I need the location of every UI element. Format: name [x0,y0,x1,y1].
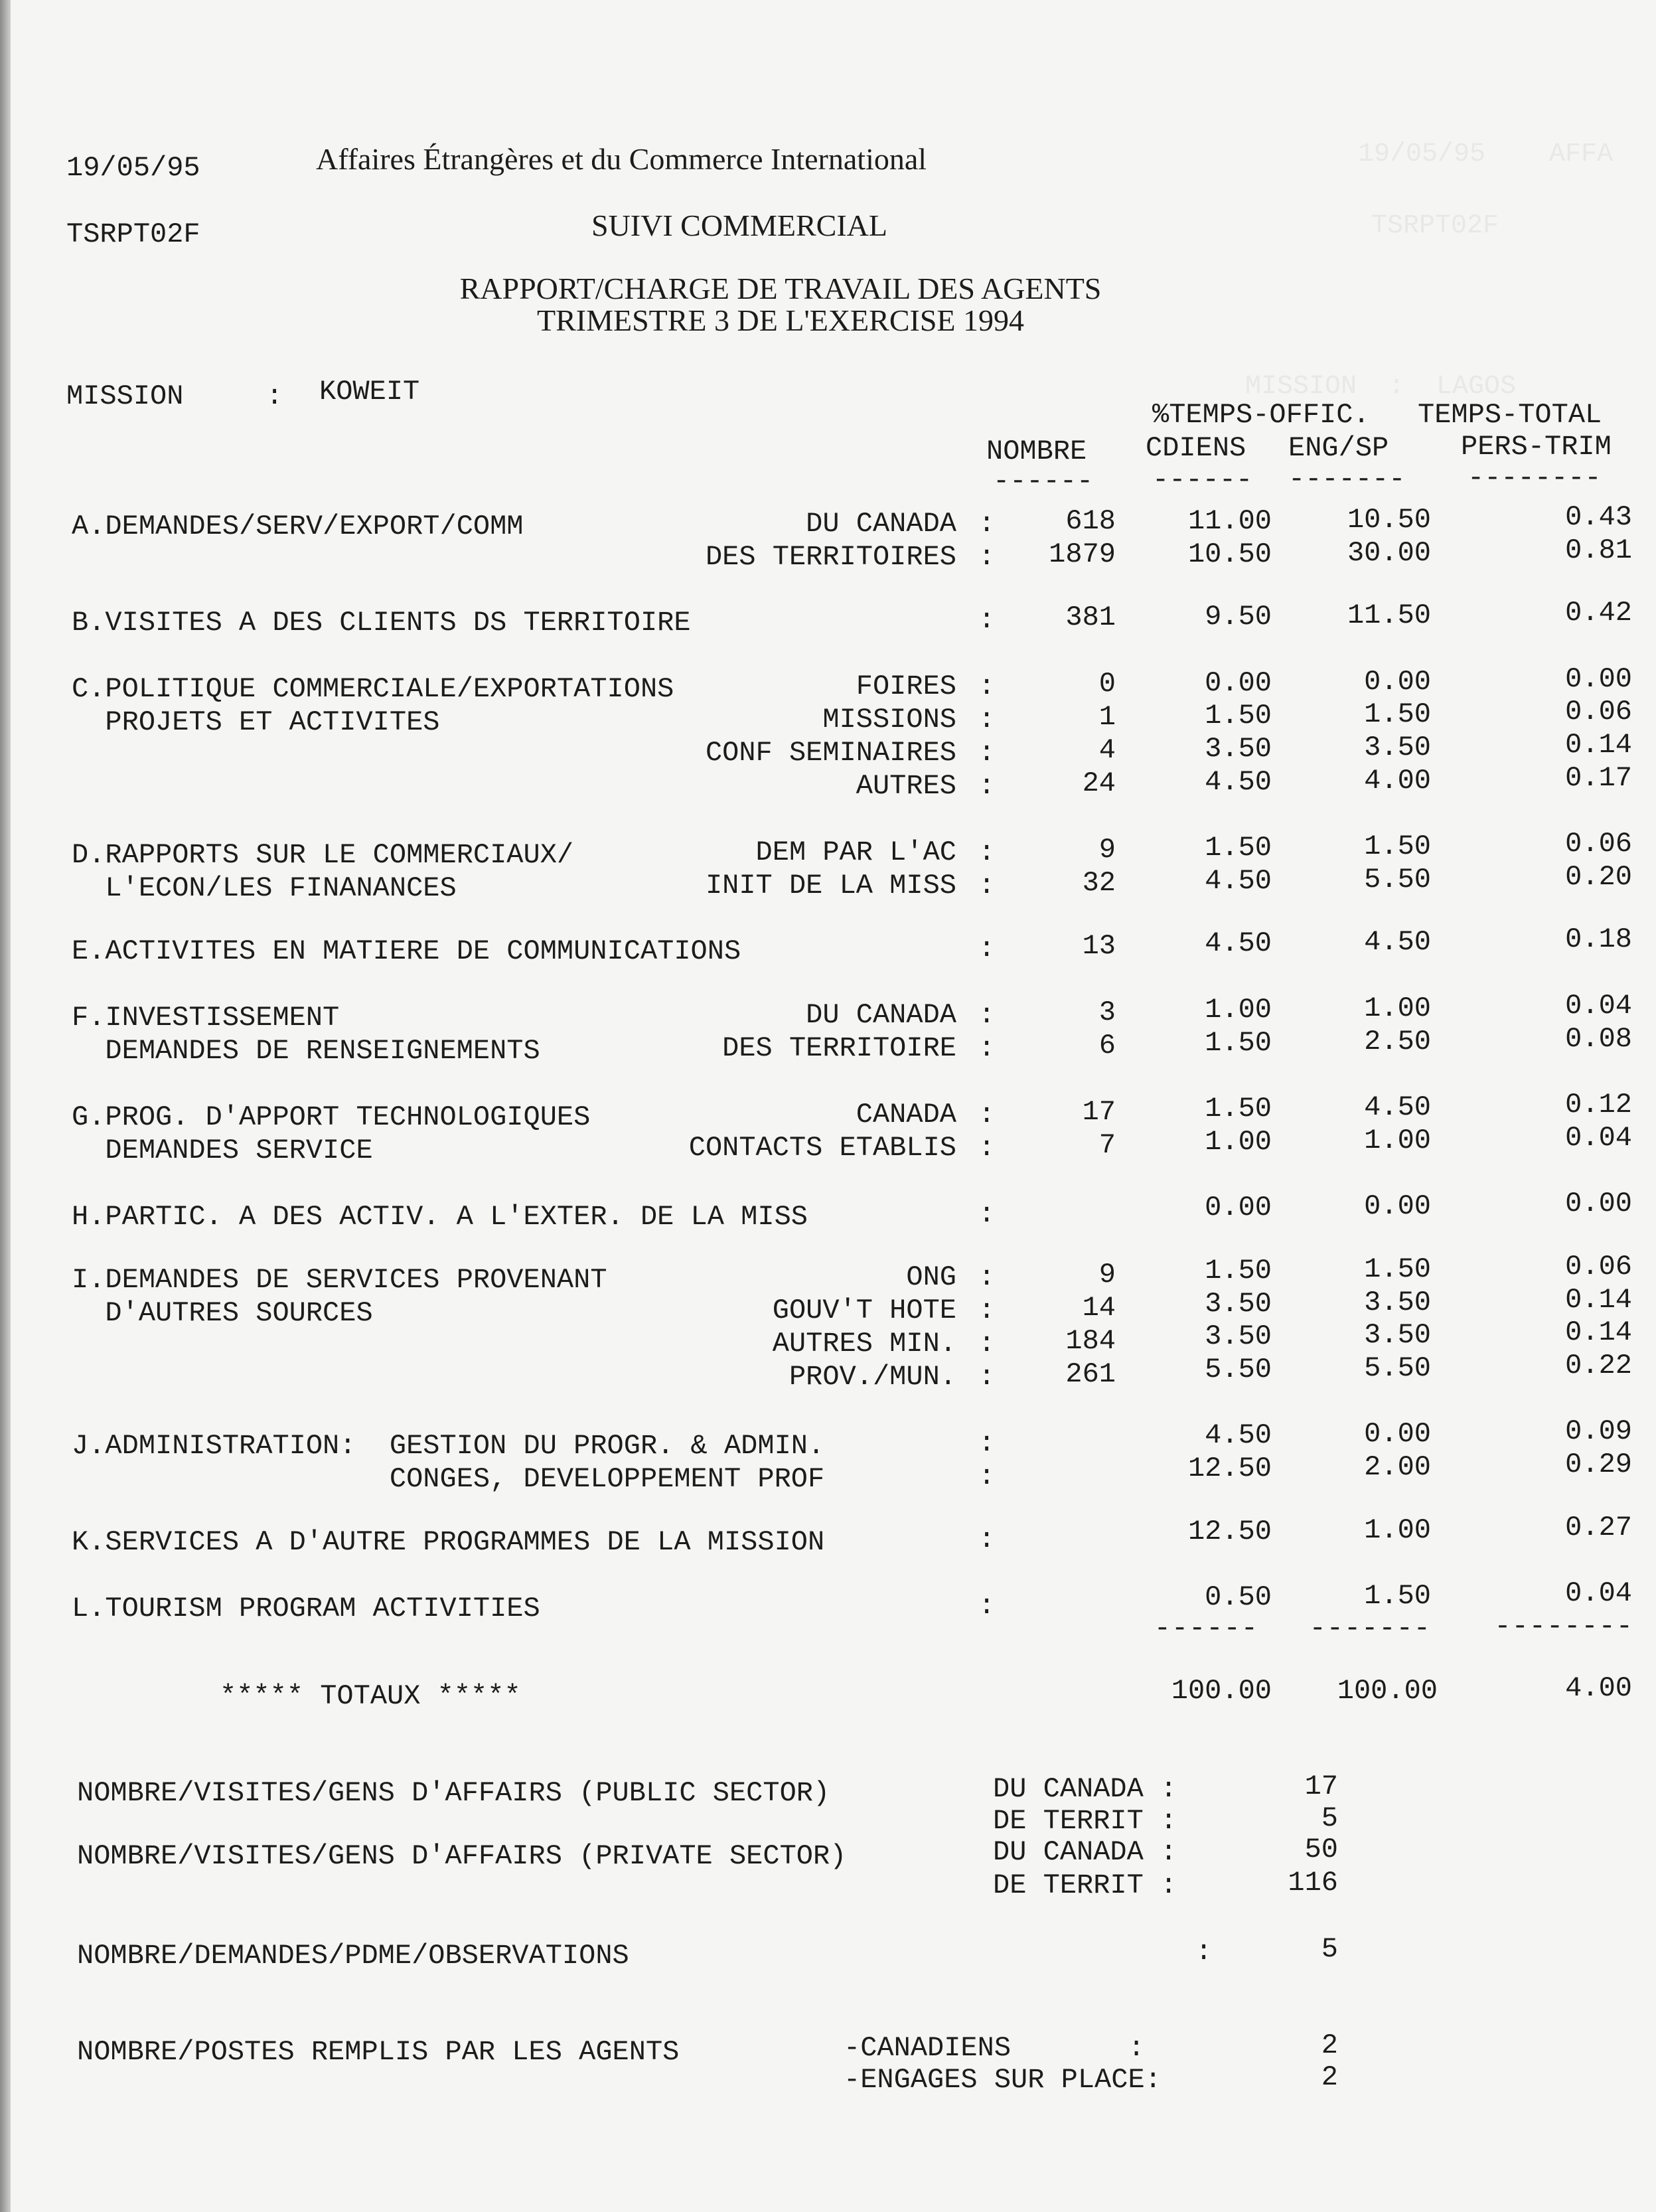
row-pers-trim: 0.22 [1565,1350,1632,1382]
col-header-nombre: NOMBRE [986,435,1087,467]
row-sub-label: GOUV'T HOTE [772,1295,956,1326]
mission-value: KOWEIT [319,376,420,408]
row-pers-trim: 0.06 [1565,828,1632,860]
stat-label: NOMBRE/DEMANDES/PDME/OBSERVATIONS [77,1940,629,1972]
stat-sub-label: : [1195,1936,1213,1968]
col-underline-cdiens: ------ [1152,464,1253,496]
row-label: PROJETS ET ACTIVITES [72,706,440,738]
totals-eng: 100.00 [1337,1675,1438,1707]
row-sub-label: DU CANADA [806,999,956,1031]
row-sub-label: DU CANADA [806,508,956,540]
row-sub-label: CANADA [856,1099,956,1131]
bleed-through-text: MISSION : LAGOS [1245,372,1517,402]
row-colon: : [978,1590,996,1622]
row-label: CONGES, DEVELOPPEMENT PROF [72,1463,825,1495]
row-pers-trim: 0.81 [1565,534,1632,566]
row-cdiens: 5.50 [1205,1354,1272,1385]
totals-rule-pers: -------- [1494,1611,1633,1642]
row-nombre: 9 [1098,1259,1116,1291]
totals-rule-eng: ------- [1309,1613,1431,1644]
row-eng-sp: 0.00 [1364,1418,1431,1450]
row-cdiens: 12.50 [1187,1516,1272,1547]
row-pers-trim: 0.09 [1565,1415,1632,1447]
row-pers-trim: 0.18 [1565,923,1632,955]
row-colon: : [978,1328,996,1360]
row-eng-sp: 3.50 [1364,1319,1431,1351]
row-eng-sp: 4.50 [1364,926,1431,958]
col-header-pers-trim: PERS-TRIM [1461,431,1612,463]
row-pers-trim: 0.04 [1565,1577,1632,1609]
row-sub-label: DES TERRITOIRES [705,541,956,573]
totals-pers: 4.00 [1565,1672,1632,1704]
stat-sub-label: DE TERRIT : [993,1805,1177,1837]
scanner-edge [0,0,11,2212]
row-sub-label: MISSIONS [822,704,956,736]
row-sub-label: ONG [906,1261,956,1293]
row-sub-label: AUTRES [856,770,956,802]
bleed-through-text: 19/05/95 AFFA [1358,139,1614,169]
row-colon: : [978,1032,996,1064]
row-nombre: 261 [1065,1358,1116,1390]
row-eng-sp: 1.50 [1364,1253,1431,1285]
row-pers-trim: 0.08 [1565,1023,1632,1055]
row-eng-sp: 11.50 [1347,599,1431,631]
row-eng-sp: 5.50 [1364,1352,1431,1384]
row-pers-trim: 0.06 [1565,696,1632,728]
row-nombre: 13 [1082,930,1116,962]
row-cdiens: 4.50 [1205,927,1272,959]
stat-value: 50 [1304,1834,1338,1865]
row-cdiens: 1.50 [1205,832,1272,864]
row-sub-label: DES TERRITOIRE [722,1032,956,1064]
row-colon: : [978,999,996,1031]
row-nombre: 32 [1082,867,1116,899]
row-label: K.SERVICES A D'AUTRE PROGRAMMES DE LA MISSION [72,1526,825,1558]
stat-value: 2 [1321,2029,1338,2061]
row-cdiens: 0.50 [1205,1581,1272,1613]
row-eng-sp: 0.00 [1364,1190,1431,1222]
row-cdiens: 1.50 [1205,1255,1272,1287]
row-eng-sp: 1.50 [1364,1580,1431,1612]
row-cdiens: 11.00 [1187,505,1272,537]
row-pers-trim: 0.43 [1565,501,1632,533]
row-cdiens: 1.50 [1205,1027,1272,1059]
row-eng-sp: 1.00 [1364,1514,1431,1546]
row-sub-label: INIT DE LA MISS [705,870,956,902]
row-sub-label: CONTACTS ETABLIS [688,1132,956,1164]
mission-label: MISSION [66,380,184,412]
system-name: SUIVI COMMERCIAL [591,208,887,242]
stat-value: 5 [1321,1802,1338,1834]
row-label: L'ECON/LES FINANANCES [72,872,457,904]
row-cdiens: 10.50 [1187,538,1272,570]
row-colon: : [978,770,996,802]
row-pers-trim: 0.00 [1565,663,1632,695]
row-colon: : [978,737,996,769]
row-eng-sp: 4.00 [1364,765,1431,797]
report-date: 19/05/95 [66,152,200,184]
row-colon: : [978,1361,996,1393]
col-header-pct-temps-offic: %TEMPS-OFFIC. [1152,399,1370,431]
row-colon: : [978,1427,996,1459]
col-header-eng-sp: ENG/SP [1288,432,1389,464]
row-nombre: 9 [1098,834,1116,866]
row-label: E.ACTIVITES EN MATIERE DE COMMUNICATIONS [72,935,741,967]
stat-sub-label: DU CANADA : [993,1773,1177,1805]
row-eng-sp: 10.50 [1347,504,1431,536]
row-nombre: 6 [1098,1030,1116,1062]
row-eng-sp: 0.00 [1364,666,1431,698]
row-nombre: 17 [1082,1096,1116,1128]
row-nombre: 184 [1065,1325,1116,1357]
row-cdiens: 3.50 [1205,733,1272,765]
stat-label: NOMBRE/VISITES/GENS D'AFFAIRS (PRIVATE SECTOR) [77,1840,847,1872]
row-colon: : [978,836,996,868]
row-colon: : [978,1261,996,1293]
row-nombre: 3 [1098,996,1116,1028]
row-pers-trim: 0.14 [1565,1284,1632,1316]
row-label: A.DEMANDES/SERV/EXPORT/COMM [72,511,524,542]
row-label: F.INVESTISSEMENT [72,1002,340,1034]
row-cdiens: 4.50 [1205,865,1272,897]
row-colon: : [978,541,996,573]
row-eng-sp: 3.50 [1364,732,1431,763]
row-eng-sp: 1.50 [1364,698,1431,730]
row-label: J.ADMINISTRATION: GESTION DU PROGR. & ADMIN. [72,1430,825,1462]
row-colon: : [978,933,996,965]
row-cdiens: 4.50 [1205,1419,1272,1451]
row-label: I.DEMANDES DE SERVICES PROVENANT [72,1264,607,1296]
row-label: DEMANDES SERVICE [72,1135,373,1166]
row-label: G.PROG. D'APPORT TECHNOLOGIQUES [72,1101,591,1133]
row-eng-sp: 2.50 [1364,1026,1431,1058]
col-header-cdiens: CDIENS [1146,432,1246,464]
row-cdiens: 0.00 [1205,667,1272,699]
row-pers-trim: 0.14 [1565,729,1632,761]
stat-label: NOMBRE/VISITES/GENS D'AFFAIRS (PUBLIC SECTOR) [77,1777,830,1809]
row-label: DEMANDES DE RENSEIGNEMENTS [72,1035,540,1067]
row-eng-sp: 5.50 [1364,864,1431,896]
row-pers-trim: 0.29 [1565,1449,1632,1480]
row-pers-trim: 0.17 [1565,762,1632,794]
row-label: B.VISITES A DES CLIENTS DS TERRITOIRE [72,607,691,639]
row-pers-trim: 0.06 [1565,1251,1632,1283]
row-pers-trim: 0.14 [1565,1316,1632,1348]
row-eng-sp: 3.50 [1364,1287,1431,1318]
row-colon: : [978,704,996,736]
row-colon: : [978,1295,996,1326]
totals-cdiens: 100.00 [1171,1675,1272,1707]
row-cdiens: 1.00 [1205,994,1272,1026]
row-nombre: 1 [1098,701,1116,733]
row-sub-label: PROV./MUN. [789,1361,956,1393]
report-page [11,0,1656,2212]
stat-sub-label: DE TERRIT : [993,1869,1177,1901]
col-underline-eng-sp: ------- [1288,463,1406,495]
stat-value: 17 [1304,1771,1338,1802]
row-sub-label: DEM PAR L'AC [755,836,956,868]
mission-colon: : [266,380,283,412]
row-cdiens: 3.50 [1205,1320,1272,1352]
report-code: TSRPT02F [66,218,200,250]
row-nombre: 4 [1098,734,1116,766]
row-sub-label: FOIRES [856,671,956,702]
row-cdiens: 4.50 [1205,766,1272,798]
row-colon: : [978,508,996,540]
row-cdiens: 3.50 [1205,1288,1272,1320]
stat-value: 116 [1288,1867,1338,1899]
col-header-temps-total: TEMPS-TOTAL [1418,399,1602,431]
row-nombre: 14 [1082,1292,1116,1324]
row-label: D.RAPPORTS SUR LE COMMERCIAUX/ [72,839,574,871]
stat-label: NOMBRE/POSTES REMPLIS PAR LES AGENTS [77,2036,680,2068]
row-eng-sp: 1.50 [1364,830,1431,862]
row-pers-trim: 0.04 [1565,1122,1632,1154]
stat-sub-label: -ENGAGES SUR PLACE: [844,2064,1162,2096]
stat-sub-label: DU CANADA : [993,1836,1177,1868]
row-colon: : [978,1198,996,1230]
bleed-through-text: TSRPT02F [1371,211,1499,241]
row-pers-trim: 0.04 [1565,990,1632,1022]
row-nombre: 618 [1065,505,1116,537]
row-eng-sp: 1.00 [1364,992,1431,1024]
row-eng-sp: 1.00 [1364,1125,1431,1156]
row-cdiens: 9.50 [1205,601,1272,633]
row-colon: : [978,1132,996,1164]
row-cdiens: 1.00 [1205,1126,1272,1158]
row-pers-trim: 0.42 [1565,597,1632,629]
totals-rule-cdiens: ------ [1154,1613,1258,1644]
row-cdiens: 1.50 [1205,1093,1272,1125]
row-colon: : [978,1099,996,1131]
report-title: RAPPORT/CHARGE DE TRAVAIL DES AGENTS [459,272,1102,305]
row-nombre: 7 [1098,1129,1116,1161]
row-nombre: 1879 [1049,538,1116,570]
row-label: L.TOURISM PROGRAM ACTIVITIES [72,1593,540,1624]
row-eng-sp: 30.00 [1347,537,1431,569]
row-colon: : [978,671,996,702]
row-cdiens: 12.50 [1187,1453,1272,1484]
row-pers-trim: 0.20 [1565,861,1632,893]
row-colon: : [978,1524,996,1555]
row-label: D'AUTRES SOURCES [72,1297,373,1329]
row-label: C.POLITIQUE COMMERCIALE/EXPORTATIONS [72,673,674,705]
col-underline-pers-trim: -------- [1468,462,1602,494]
stat-sub-label: -CANADIENS : [844,2032,1145,2064]
row-colon: : [978,604,996,636]
row-pers-trim: 0.00 [1565,1188,1632,1220]
stat-value: 2 [1321,2061,1338,2093]
row-label: H.PARTIC. A DES ACTIV. A L'EXTER. DE LA MISS [72,1201,808,1233]
row-pers-trim: 0.12 [1565,1089,1632,1121]
row-colon: : [978,1461,996,1492]
row-sub-label: CONF SEMINAIRES [705,737,956,769]
row-nombre: 0 [1098,668,1116,700]
totals-label: ***** TOTAUX ***** [220,1680,521,1712]
stat-value: 5 [1321,1933,1338,1965]
row-eng-sp: 2.00 [1364,1451,1431,1483]
row-pers-trim: 0.27 [1565,1512,1632,1543]
row-colon: : [978,870,996,902]
row-nombre: 381 [1065,601,1116,633]
row-cdiens: 1.50 [1205,700,1272,732]
row-nombre: 24 [1082,767,1116,799]
col-underline-nombre: ------ [993,465,1094,497]
row-cdiens: 0.00 [1205,1192,1272,1224]
row-eng-sp: 4.50 [1364,1091,1431,1123]
row-sub-label: AUTRES MIN. [772,1328,956,1360]
org-name: Affaires Étrangères et du Commerce International [316,142,927,176]
report-subtitle: TRIMESTRE 3 DE L'EXERCISE 1994 [536,303,1025,337]
